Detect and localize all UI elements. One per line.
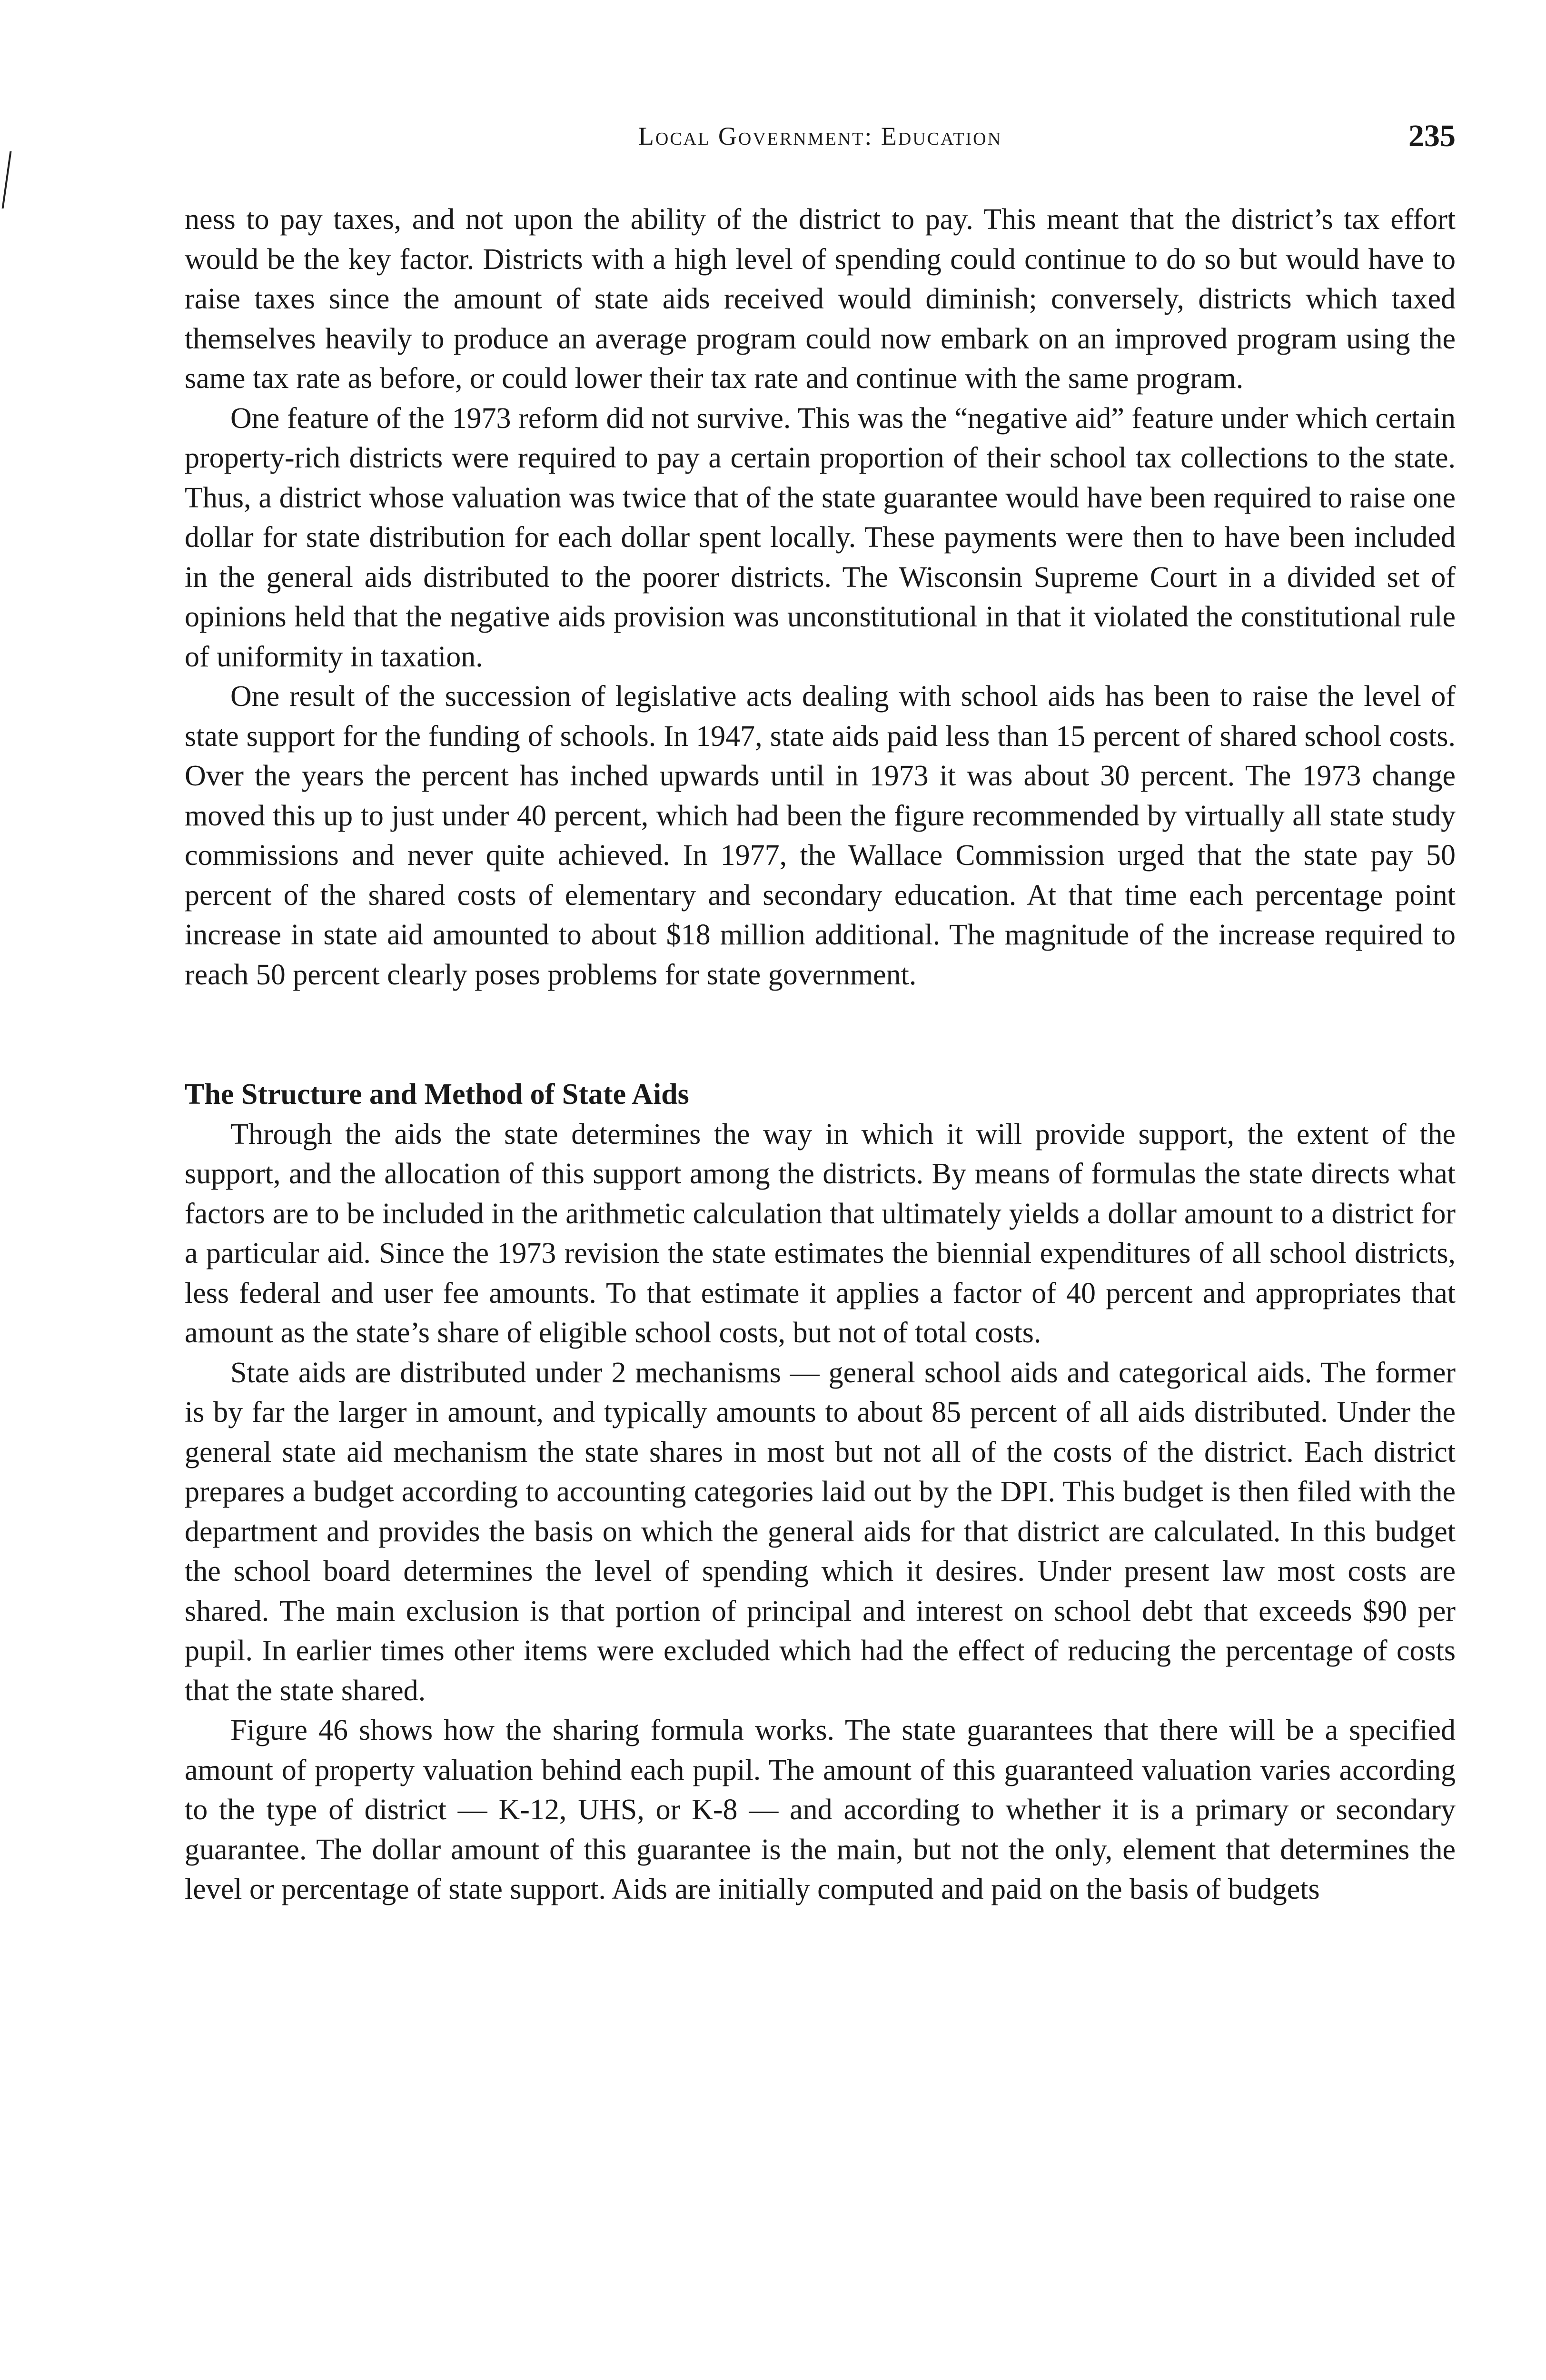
paragraph: Through the aids the state determines the way in which it will provide support, the extent of the support, and the allocation of this support among the districts. By means of formulas the state directs what factors are to be included in the arithmetic calculation that ultimately yields a dollar amount to a district for a particular aid. Since the 1973 revision the state estimates the biennial expenditures of all school districts, less federal and user fee amounts. To that estimate it applies a factor of 40 percent and appropriates that amount as the state’s share of eligible school costs, but not of total costs. [185, 1118, 1456, 1349]
paragraph: State aids are distributed under 2 mechanisms — general school aids and categorical aids. The former is by far the larger in amount, and typically amounts to about 85 percent of all aids distributed. Under the general state aid mechanism the state shares in most but not all of the costs of the district. Each district prepares a budget according to accounting categories laid out by the DPI. This budget is then filed with the department and provides the basis on which the general aids for that district are calculated. In this budget the school board determines the level of spending which it desires. Under present law most costs are shared. The main exclusion is that portion of principal and interest on school debt that exceeds $90 per pupil. In earlier times other items were excluded which had the effect of reducing the percentage of costs that the state shared. [185, 1356, 1456, 1707]
paragraph: ness to pay taxes, and not upon the ability of the district to pay. This meant that the district’s tax effort would be the key factor. Districts with a high level of spending could continue to do so but would have to raise taxes since the amount of state aids received would diminish; conversely, districts which taxed themselves heavily to produce an average program could now embark on an improved program using the same tax rate as before, or could lower their tax rate and continue with the same program. [185, 203, 1456, 395]
page-number: 235 [1408, 119, 1456, 153]
page-header [185, 117, 1456, 155]
section-heading: The Structure and Method of State Aids [185, 1078, 689, 1111]
paragraph: One feature of the 1973 reform did not survive. This was the “negative aid” feature under which certain property-rich districts were required to pay a certain proportion of their school tax collections to the state. Thus, a district whose valuation was twice that of the state guarantee would have been required to raise one dollar for state distribution for each dollar spent locally. These payments were then to have been included in the general aids distributed to the poorer districts. The Wisconsin Supreme Court in a divided set of opinions held that the negative aids provision was unconstitutional in that it violated the constitutional rule of uniformity in taxation. [185, 402, 1456, 673]
body-text [185, 200, 1456, 1910]
paragraph: Figure 46 shows how the sharing formula works. The state guarantees that there will be a specified amount of property valuation behind each pupil. The amount of this guaranteed valuation varies according to the type of district — K-12, UHS, or K-8 — and according to whether it is a primary or secondary guarantee. The dollar amount of this guarantee is the main, but not the only, element that determines the level or percentage of state support. Aids are initially computed and paid on the basis of budgets [185, 1714, 1456, 1905]
margin-mark [2, 151, 17, 208]
paragraph: One result of the succession of legislative acts dealing with school aids has been to raise the level of state support for the funding of schools. In 1947, state aids paid less than 15 percent of shared school costs. Over the years the percent has inched upwards until in 1973 it was about 30 percent. The 1973 change moved this up to just under 40 percent, which had been the figure recommended by virtually all state study commissions and never quite achieved. In 1977, the Wallace Commission urged that the state pay 50 percent of the shared costs of elementary and secondary education. At that time each percentage point increase in state aid amounted to about $18 million additional. The magnitude of the increase required to reach 50 percent clearly poses problems for state government. [185, 680, 1456, 991]
running-head: Local Government: Education [638, 122, 1002, 150]
